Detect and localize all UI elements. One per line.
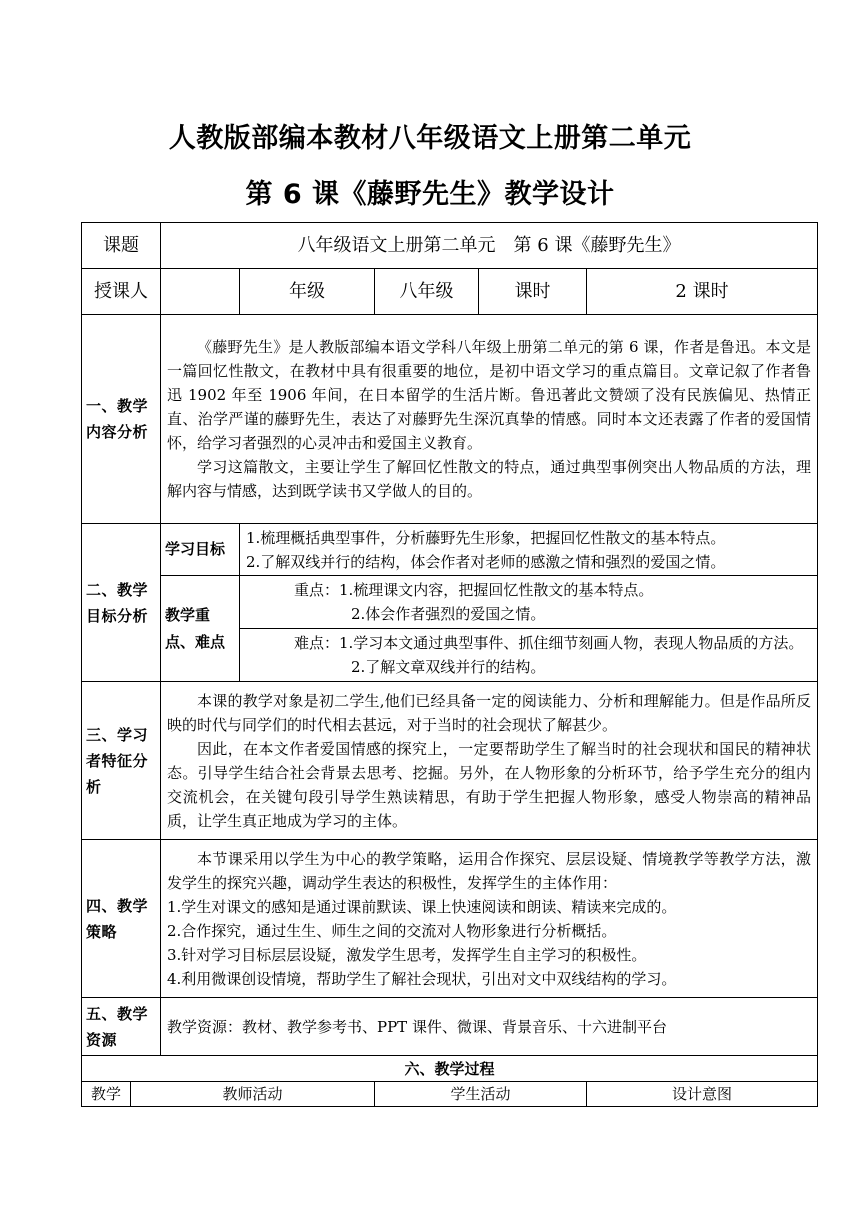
goals-label: 学习目标 [161, 524, 240, 576]
strategy-item: 3.针对学习目标层层设疑，激发学生思考，发挥学生自主学习的积极性。 [167, 945, 647, 964]
section3-paragraph: 因此，在本文作者爱国情感的探究上，一定要帮助学生了解当时的社会现状和国民的精神状态。引导学生结合社会背景去思考、挖掘。另外，在人物形象的分析环节，给予学生充分的组内交流机会，在关键句段引导学生熟读精思，有助于学生把握人物形象，感受人物崇高的精神品质，让学生真正地成为学习的主体。 [167, 739, 812, 830]
section5-row [82, 998, 818, 1056]
section1-content [161, 315, 818, 524]
keypoints-label: 教学重点、难点 [161, 576, 240, 682]
difficult-point-line: 难点：1.学习本文通过典型事件、抓住细节刻画人物，表现人物品质的方法。 [294, 634, 804, 652]
section6-header-row [82, 1056, 818, 1082]
section4-content [161, 840, 818, 998]
topic-row [82, 223, 818, 269]
teacher-value [161, 269, 240, 315]
key-point-line: 重点：1.梳理课文内容，把握回忆性散文的基本特点。 [294, 581, 654, 599]
hours-label: 课时 [479, 269, 587, 315]
topic-label: 课题 [82, 223, 161, 269]
section4-intro: 本节课采用以学生为中心的教学策略，运用合作探究、层层设疑、情境教学等教学方法，激发学生的探究兴趣，调动学生表达的积极性，发挥学生的主体作用： [167, 849, 812, 892]
topic-value: 八年级语文上册第二单元 第 6 课《藤野先生》 [161, 223, 818, 269]
key-point-line: 2.体会作者强烈的爱国之情。 [351, 605, 546, 623]
section5-header: 五、教学资源 [82, 998, 161, 1056]
strategy-item: 1.学生对课文的感知是通过课前默读、课上快速阅读和朗读、精读来完成的。 [167, 897, 677, 916]
section4-row [82, 840, 818, 998]
process-col-student: 学生活动 [375, 1082, 587, 1107]
grade-label: 年级 [240, 269, 375, 315]
section1-paragraph: 学习这篇散文，主要让学生了解回忆性散文的特点，通过典型事例突出人物品质的方法，理解内容与情感，达到既学读书又学做人的目的。 [167, 458, 812, 500]
section3-row [82, 682, 818, 840]
section1-header: 一、教学内容分析 [82, 315, 161, 524]
strategy-item: 4.利用微课创设情境，帮助学生了解社会现状，引出对文中双线结构的学习。 [167, 969, 677, 988]
document-title-line2: 第 6 课《藤野先生》教学设计 [245, 179, 615, 210]
section2-header: 二、教学目标分析 [82, 524, 161, 682]
teacher-row [82, 269, 818, 315]
lesson-plan-table [81, 222, 818, 1107]
document-title-line1: 人教版部编本教材八年级语文上册第二单元 [168, 123, 692, 154]
section4-header: 四、教学策略 [82, 840, 161, 998]
goal-item: 2.了解双线并行的结构，体会作者对老师的感激之情和强烈的爱国之情。 [246, 552, 726, 571]
section3-header: 三、学习者特征分析 [82, 682, 161, 840]
keypoints-content [240, 576, 818, 682]
grade-value: 八年级 [375, 269, 479, 315]
section5-content: 教学资源：教材、教学参考书、PPT 课件、微课、背景音乐、十六进制平台 [161, 998, 818, 1056]
section3-paragraph: 本课的教学对象是初二学生,他们已经具备一定的阅读能力、分析和理解能力。但是作品所反映的时代与同学们的时代相去甚远，对于当时的社会现状了解甚少。 [167, 691, 812, 734]
section1-paragraph: 《藤野先生》是人教版部编本语文学科八年级上册第二单元的第 6 课，作者是鲁迅。本文是一篇回忆性散文，在教材中具有很重要的地位，是初中语文学习的重点篇目。文章记叙了作者鲁迅 1902 年至 1906 年间，在日本留学的生活片断。鲁迅著此文赞颂了没有民族偏见、热情正直、治学严谨的藤野先生，表达了对藤野先生深沉真挚的情感。同时本文还表露了作者的爱国情怀，给学习者强烈的心灵冲击和爱国主义教育。 [167, 338, 812, 452]
hours-value: 2 课时 [587, 269, 818, 315]
strategy-item: 2.合作探究，通过生生、师生之间的交流对人物形象进行分析概括。 [167, 921, 617, 940]
section2-keypoints-row [82, 576, 818, 682]
goals-content [240, 524, 818, 576]
section3-content [161, 682, 818, 840]
process-col-intent: 设计意图 [587, 1082, 818, 1107]
process-columns-row [82, 1082, 818, 1107]
section1-row [82, 315, 818, 524]
key-points [240, 576, 817, 629]
section2-goals-row [82, 524, 818, 576]
difficult-point-line: 2.了解文章双线并行的结构。 [351, 658, 546, 676]
process-col-teacher: 教师活动 [131, 1082, 375, 1107]
difficult-points [240, 629, 817, 681]
teacher-label: 授课人 [82, 269, 161, 315]
section6-header: 六、教学过程 [82, 1056, 818, 1082]
goal-item: 1.梳理概括典型事件，分析藤野先生形象，把握回忆性散文的基本特点。 [246, 528, 726, 547]
process-col-stage: 教学 [82, 1082, 131, 1107]
